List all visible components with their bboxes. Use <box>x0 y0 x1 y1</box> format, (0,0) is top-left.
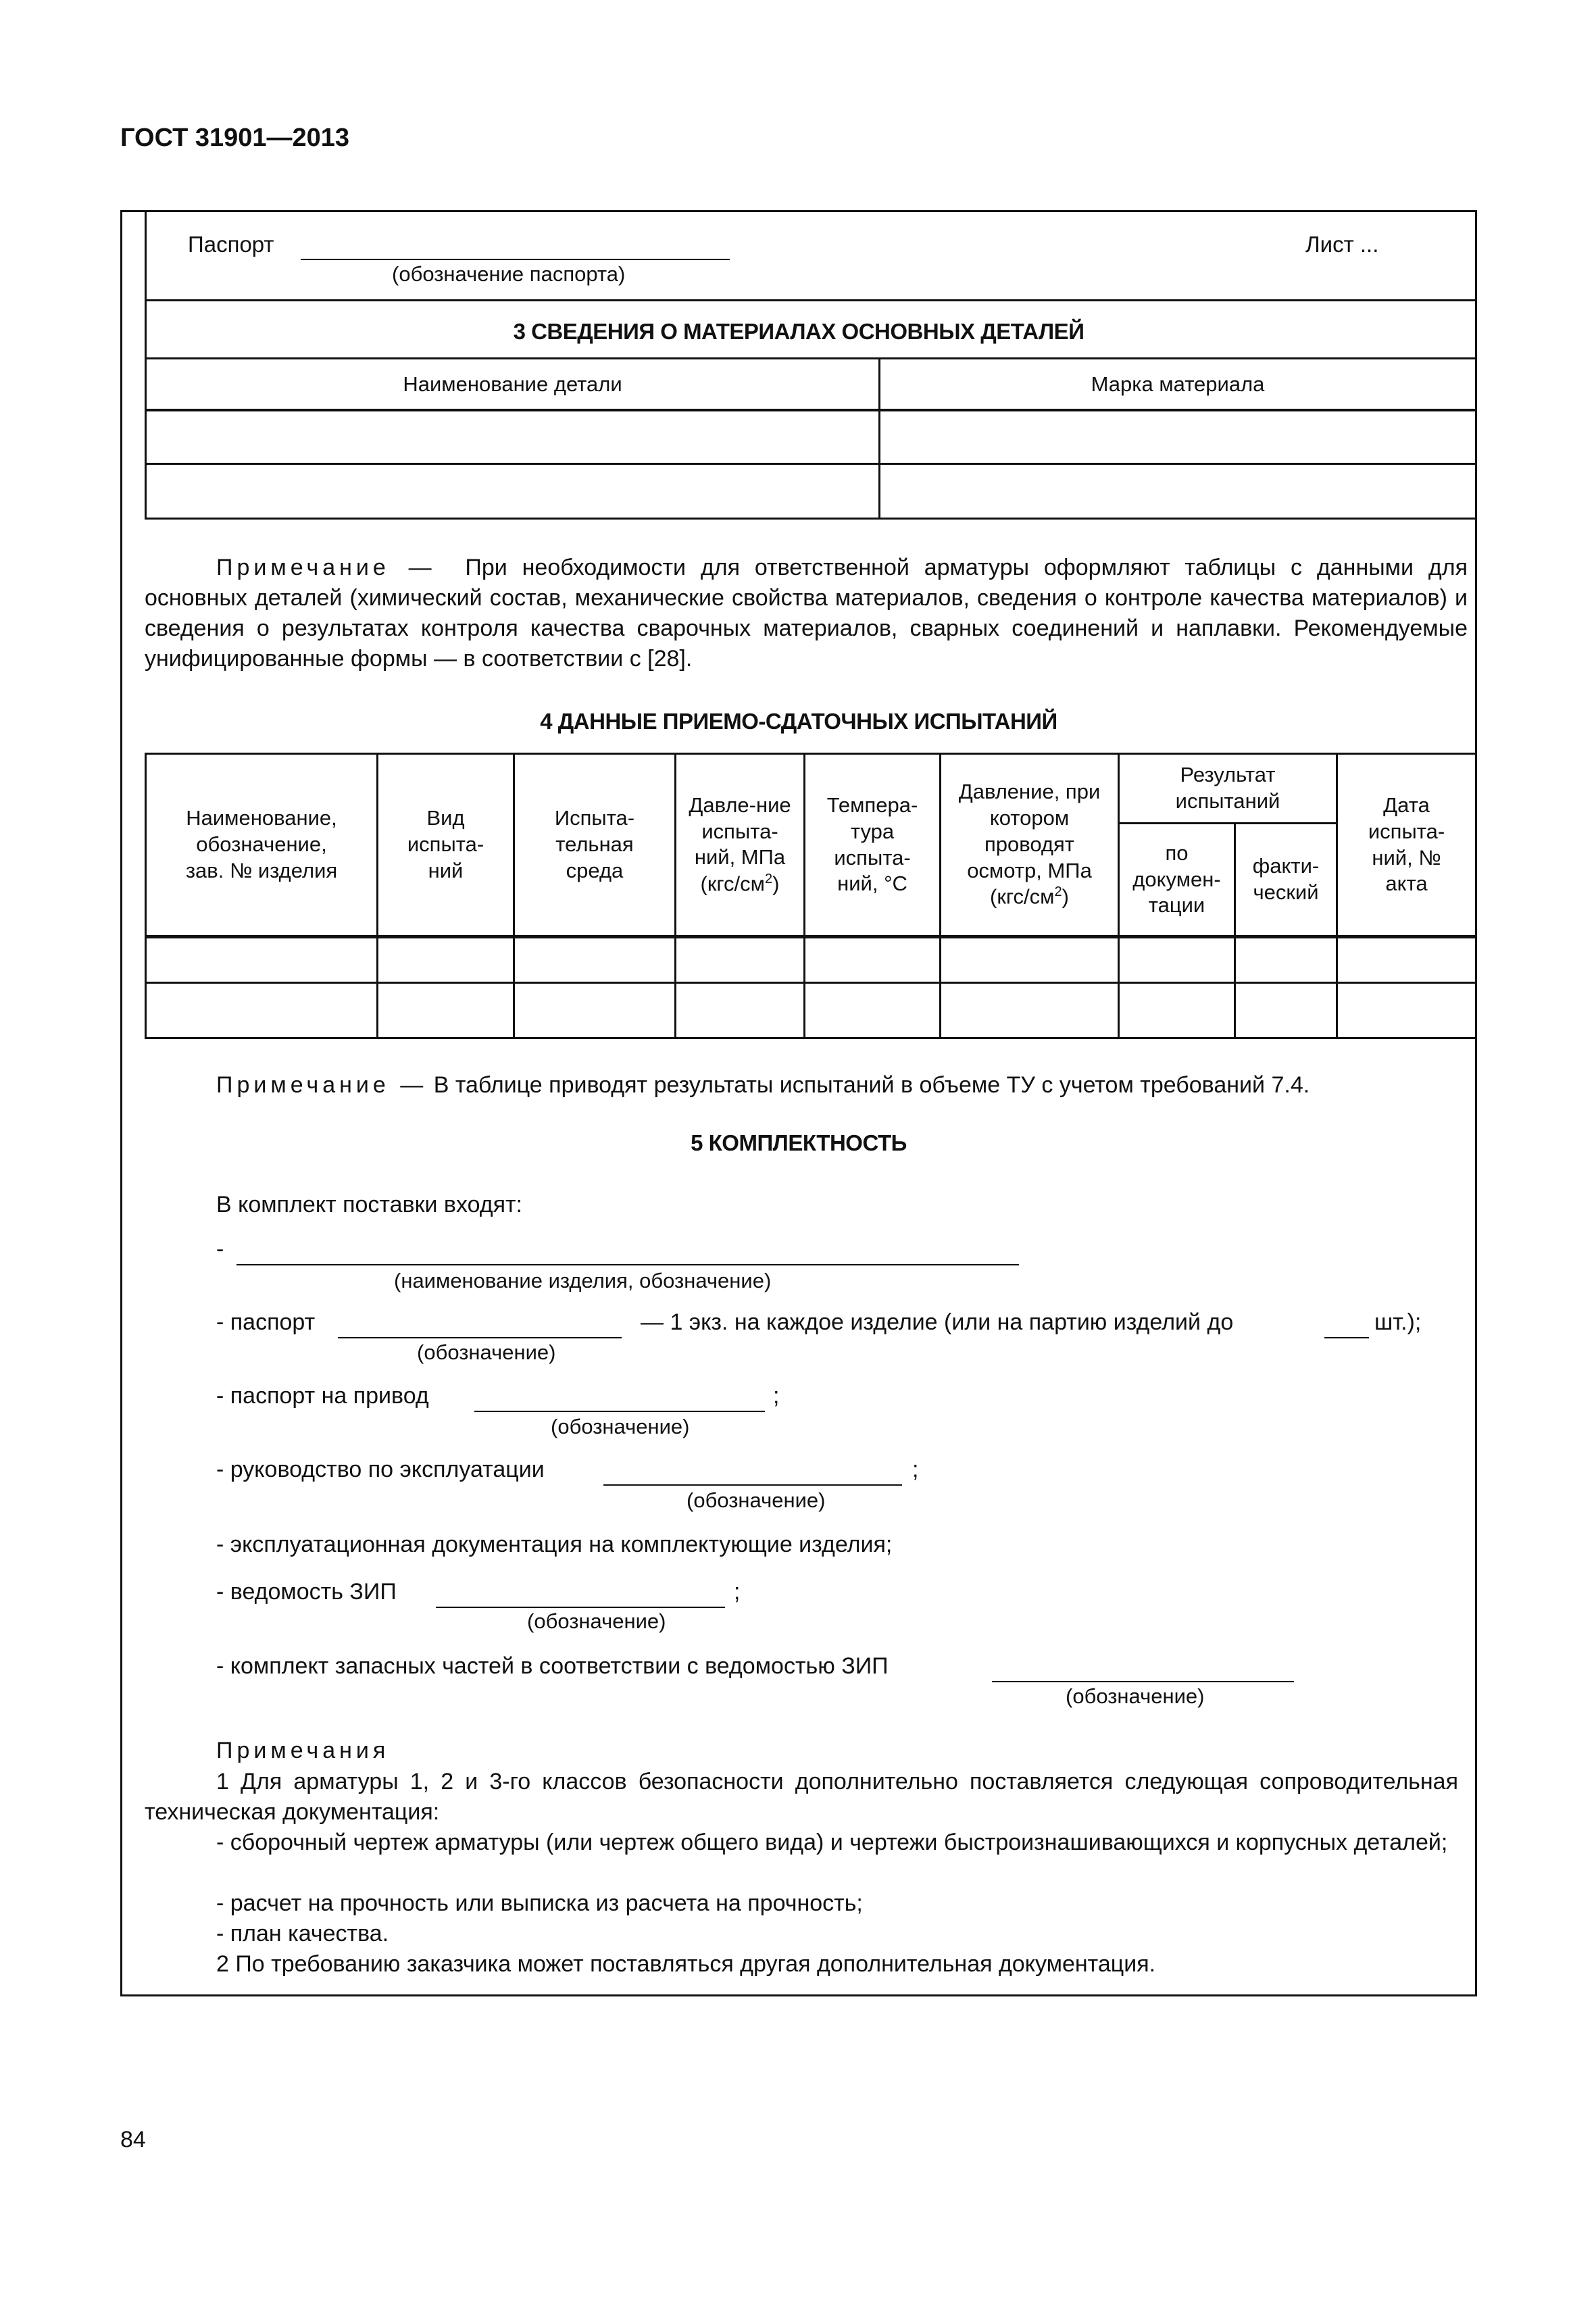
semicolon: ; <box>912 1457 919 1482</box>
note-text: При необходимости для ответственной арматуры оформляют таблицы с данными для основных деталей (химический состав, механические свойства материалов, сведения о контроле качества материалов) и сведения о результатах контроля качества сварочных материалов, сварных соединений и наплавки. Рекомендуемые унифицированные формы — в соответствии с [28]. <box>145 555 1468 672</box>
column-header <box>1235 824 1337 936</box>
col-inspection-pressure: Давление, при котором проводят осмотр, МПа $(кгс/см^2)$ <box>958 780 1101 909</box>
drive-underline[interactable] <box>474 1411 765 1412</box>
col-test-temperature: Темпера-тура испыта-ний, °С <box>826 793 918 896</box>
section-3-note <box>145 553 1468 674</box>
manual-underline[interactable] <box>603 1484 902 1486</box>
zip-item: - ведомость ЗИП <box>216 1579 397 1605</box>
designation-caption: (обозначение) <box>1066 1684 1205 1708</box>
note-1a: - сборочный чертеж арматуры (или чертеж общего вида) и чертежи быстроизнашивающихся и корпусных деталей; <box>216 1830 1448 1855</box>
spares-underline[interactable] <box>992 1681 1294 1682</box>
document-number: ГОСТ 31901—2013 <box>120 124 350 152</box>
designation-caption: (обозначение) <box>551 1415 690 1438</box>
zip-underline[interactable] <box>436 1607 725 1608</box>
table-cell[interactable] <box>676 936 805 983</box>
item-caption: (наименование изделия, обозначение) <box>394 1269 772 1292</box>
sheet-label: Лист ... <box>1305 232 1379 257</box>
table-cell[interactable] <box>1235 936 1337 983</box>
table-cell[interactable] <box>941 983 1119 1038</box>
section-3-title: 3 СВЕДЕНИЯ О МАТЕРИАЛАХ ОСНОВНЫХ ДЕТАЛЕЙ <box>513 319 1084 344</box>
column-header <box>146 754 378 936</box>
table-cell[interactable] <box>146 936 378 983</box>
passport-item: - паспорт <box>216 1309 316 1335</box>
header-double-line <box>145 409 1477 410</box>
column-header <box>676 754 805 936</box>
note-1: 1 Для арматуры 1, 2 и 3-го классов безопасности дополнительно поставляется следующая сопроводительная техническая документация: <box>145 1769 1458 1825</box>
passport-label: Паспорт <box>188 232 274 257</box>
col-item-name: Наименование, обозначение, зав. № изделия <box>185 806 338 882</box>
semicolon: ; <box>734 1579 741 1605</box>
table-cell[interactable] <box>1337 983 1476 1038</box>
table-cell[interactable] <box>146 983 378 1038</box>
designation-caption: (обозначение) <box>417 1340 556 1364</box>
table-cell[interactable] <box>805 983 941 1038</box>
spares-item: - комплект запасных частей в соответствии с ведомостью ЗИП <box>216 1653 889 1679</box>
column-header <box>378 754 514 936</box>
table-cell[interactable] <box>514 983 676 1038</box>
column-header <box>941 754 1119 936</box>
dash: - <box>216 1236 224 1262</box>
column-header <box>1119 824 1235 936</box>
table-cell[interactable] <box>146 464 880 519</box>
table-cell[interactable] <box>941 936 1119 983</box>
designation-caption: (обозначение) <box>527 1609 666 1633</box>
semicolon: ; <box>773 1383 780 1409</box>
col-material-grade: Марка материала <box>1091 372 1265 396</box>
materials-table <box>145 357 1477 520</box>
notes-title: Примечания <box>216 1738 390 1763</box>
designation-caption: (обозначение) <box>687 1488 826 1512</box>
col-result-actual: факти-ческий <box>1252 854 1320 904</box>
passport-caption: (обозначение паспорта) <box>392 262 626 286</box>
note-1b: - расчет на прочность или выписка из расчета на прочность; <box>216 1890 863 1916</box>
table-cell[interactable] <box>1337 936 1476 983</box>
table-cell[interactable] <box>1119 983 1235 1038</box>
tests-table <box>145 753 1477 1039</box>
passport-underline[interactable] <box>301 259 730 260</box>
passport-quantity-end: шт.); <box>1374 1309 1422 1335</box>
item-underline[interactable] <box>236 1264 1019 1265</box>
table-cell[interactable] <box>146 411 880 464</box>
divider <box>145 299 1477 301</box>
table-cell[interactable] <box>880 464 1476 519</box>
drive-passport-item: - паспорт на привод <box>216 1383 429 1409</box>
table-cell[interactable] <box>676 983 805 1038</box>
note-2: 2 По требованию заказчика может поставляться другая дополнительная документация. <box>216 1951 1156 1977</box>
section-5-title: 5 КОМПЛЕКТНОСТЬ <box>691 1130 907 1155</box>
table-cell[interactable] <box>378 936 514 983</box>
col-test-pressure: Давле-ние испыта-ний, МПа $(кгс/см^2)$ <box>689 793 791 896</box>
ops-doc-item: - эксплуатационная документация на комплектующие изделия; <box>216 1532 893 1557</box>
col-result-by-doc: по докумен-тации <box>1132 840 1221 917</box>
column-header <box>514 754 676 936</box>
column-header <box>805 754 941 936</box>
section-4-title: 4 ДАННЫЕ ПРИЕМО-СДАТОЧНЫХ ИСПЫТАНИЙ <box>540 709 1057 734</box>
note-text: В таблице приводят результаты испытаний в объеме ТУ с учетом требований 7.4. <box>433 1072 1310 1098</box>
col-test-result: Результат испытаний <box>1175 763 1280 813</box>
quantity-underline[interactable] <box>1324 1337 1369 1338</box>
delivery-intro: В комплект поставки входят: <box>216 1192 523 1217</box>
note-label: Примечание — <box>216 1072 428 1098</box>
column-header <box>880 359 1476 411</box>
col-test-date: Дата испыта-ний, № акта <box>1368 793 1445 896</box>
column-header <box>1119 754 1337 824</box>
col-part-name: Наименование детали <box>403 372 622 396</box>
table-cell[interactable] <box>805 936 941 983</box>
table-cell[interactable] <box>1235 983 1337 1038</box>
passport-quantity-text: — 1 экз. на каждое изделие (или на партию изделий до <box>641 1309 1234 1335</box>
table-cell[interactable] <box>514 936 676 983</box>
header-double-line <box>145 937 1477 938</box>
manual-item: - руководство по эксплуатации <box>216 1457 545 1482</box>
note-1c: - план качества. <box>216 1921 389 1946</box>
column-header <box>1337 754 1476 936</box>
page-number: 84 <box>120 2127 146 2153</box>
table-cell[interactable] <box>1119 936 1235 983</box>
note-label: Примечание — <box>216 555 436 580</box>
table-cell[interactable] <box>378 983 514 1038</box>
table-cell[interactable] <box>880 411 1476 464</box>
column-header <box>146 359 880 411</box>
section-4-note <box>216 1070 1473 1101</box>
col-test-medium: Испыта-тельная среда <box>554 806 635 882</box>
col-test-type: Вид испыта-ний <box>407 806 484 882</box>
passport-underline[interactable] <box>338 1337 622 1338</box>
